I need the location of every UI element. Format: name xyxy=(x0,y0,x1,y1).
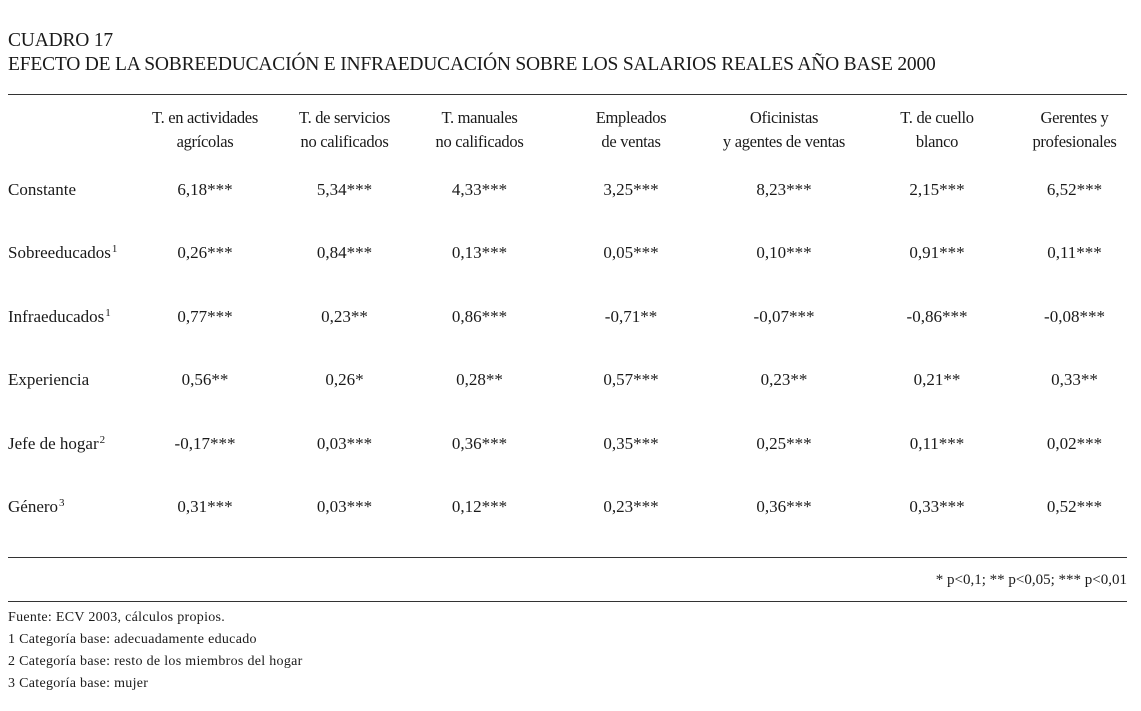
row-label-text: Sobreeducados xyxy=(8,243,111,263)
table-cell: 0,36*** xyxy=(756,497,812,517)
row-label-text: Infraeducados xyxy=(8,306,105,326)
table-cell: 0,25*** xyxy=(756,433,812,453)
top-rule xyxy=(8,94,1127,95)
table-cell: 0,03*** xyxy=(316,497,373,517)
footnote-marker: 2 xyxy=(99,433,106,446)
table-cell: 0,13*** xyxy=(451,243,508,263)
table-body xyxy=(8,158,1127,539)
table-cell: 0,03*** xyxy=(316,433,373,453)
table-cell: 6,18*** xyxy=(177,179,233,199)
table-cell: 3,25*** xyxy=(603,179,659,199)
row-label xyxy=(8,412,134,476)
column-header: Gerentes y profesionales xyxy=(1032,108,1117,151)
table-title: EFECTO DE LA SOBREEDUCACIÓN E INFRAEDUCACIÓN SOBRE LOS SALARIOS REALES AÑO BASE 2000 xyxy=(8,54,936,75)
table-cell: 0,23** xyxy=(321,306,368,326)
table-cell: 0,10*** xyxy=(756,243,812,263)
table-label: CUADRO 17 xyxy=(8,30,113,51)
table-cell: 0,12*** xyxy=(451,497,508,517)
table-cell: 4,33*** xyxy=(451,179,508,199)
table-cell: -0,07*** xyxy=(753,306,815,326)
table-row xyxy=(8,476,1127,540)
table-cell: -0,71** xyxy=(604,306,658,326)
footnote-marker: 3 xyxy=(59,497,65,510)
table-cell: 0,33** xyxy=(1051,370,1098,390)
row-label-text: Género xyxy=(8,497,59,517)
header-row xyxy=(8,106,1127,158)
column-header: T. de cuello blanco xyxy=(900,108,974,151)
table-cell: 0,11*** xyxy=(909,433,965,453)
table-row xyxy=(8,222,1127,286)
column-header: T. en actividades agrícolas xyxy=(152,108,258,151)
table-cell: 0,23** xyxy=(760,370,808,390)
row-label xyxy=(8,158,134,222)
column-header: T. manuales no calificados xyxy=(435,108,524,151)
table-notes xyxy=(8,607,303,695)
column-header: Empleados de ventas xyxy=(595,108,667,151)
footnote: 3 Categoría base: mujer xyxy=(8,676,149,691)
table-cell: -0,17*** xyxy=(174,433,236,453)
table-caption xyxy=(8,29,936,77)
row-label xyxy=(8,349,134,413)
table-cell: 0,02*** xyxy=(1046,433,1103,453)
results-table xyxy=(8,106,1127,539)
table-cell: -0,08*** xyxy=(1044,306,1105,326)
table-cell: 5,34*** xyxy=(316,179,373,199)
table-cell: 0,57*** xyxy=(603,370,659,390)
column-header: Oficinistas y agentes de ventas xyxy=(722,108,846,151)
footnote: 1 Categoría base: adecuadamente educado xyxy=(8,632,257,647)
row-label-text: Jefe de hogar xyxy=(8,433,99,453)
table-cell: 0,26*** xyxy=(177,243,233,263)
table-cell: 0,26* xyxy=(325,370,364,390)
significance-legend: * p<0,1; ** p<0,05; *** p<0,01 xyxy=(935,572,1127,588)
table-cell: 0,36*** xyxy=(451,433,508,453)
notes-rule xyxy=(8,601,1127,602)
table-cell: 0,56** xyxy=(181,370,229,390)
row-label-header xyxy=(8,106,134,158)
row-label xyxy=(8,476,134,540)
footnote-marker: 1 xyxy=(111,243,118,256)
table-cell: 0,21** xyxy=(913,370,961,390)
table-cell: 6,52*** xyxy=(1046,179,1103,199)
table-row xyxy=(8,349,1127,413)
table-cell: 0,31*** xyxy=(177,497,233,517)
table-cell: 0,11*** xyxy=(1047,243,1102,263)
table-cell: 0,77*** xyxy=(177,306,233,326)
row-label-text: Constante xyxy=(8,179,76,199)
table-cell: 0,52*** xyxy=(1046,497,1103,517)
table-cell: 8,23*** xyxy=(756,179,812,199)
column-header: T. de servicios no calificados xyxy=(299,108,390,151)
table-cell: 0,05*** xyxy=(603,243,659,263)
table-cell: 0,86*** xyxy=(451,306,508,326)
table-row xyxy=(8,412,1127,476)
row-label-text: Experiencia xyxy=(8,370,90,390)
table-cell: 0,33*** xyxy=(909,497,965,517)
table-cell: 0,23*** xyxy=(603,497,659,517)
row-label xyxy=(8,222,134,286)
table-row xyxy=(8,285,1127,349)
bottom-rule xyxy=(8,557,1127,558)
table-cell: -0,86*** xyxy=(906,306,968,326)
table-cell: 0,84*** xyxy=(316,243,373,263)
table-cell: 0,91*** xyxy=(909,243,965,263)
table-row xyxy=(8,158,1127,222)
table-cell: 2,15*** xyxy=(909,179,965,199)
footnote: 2 Categoría base: resto de los miembros del hogar xyxy=(8,654,303,669)
source-note: Fuente: ECV 2003, cálculos propios. xyxy=(8,610,226,625)
footnote-marker: 1 xyxy=(105,306,111,319)
table-cell: 0,28** xyxy=(456,370,503,390)
row-label xyxy=(8,285,134,349)
table-cell: 0,35*** xyxy=(603,433,659,453)
